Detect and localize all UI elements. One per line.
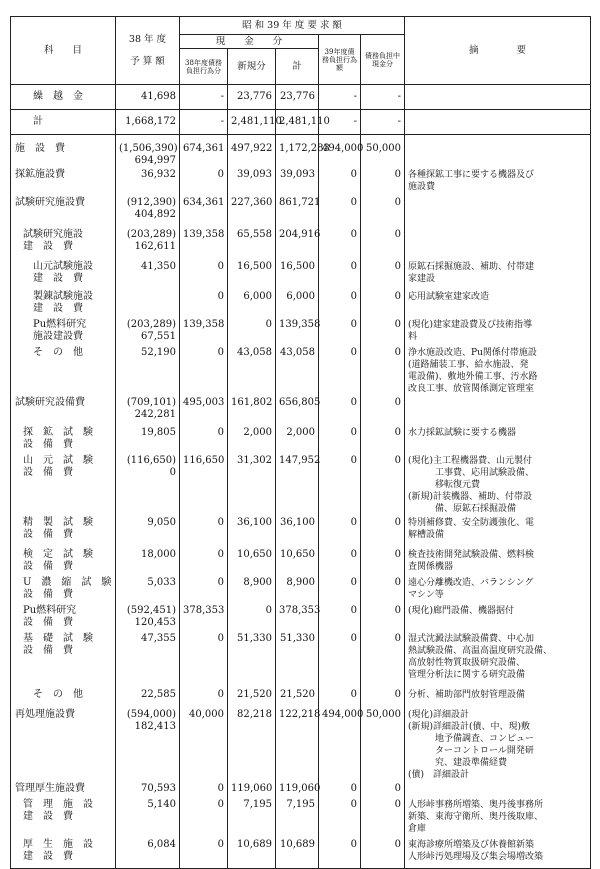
cell-c3: 119,060: [276, 783, 319, 799]
cell-c3: 1,172,283: [276, 143, 319, 169]
row-label: 山元試験施設 建 設 費: [11, 261, 116, 291]
cell-c3: 23,776: [276, 85, 319, 110]
cell-c1: 139,358: [180, 229, 228, 261]
cell-c3: 36,100: [276, 517, 319, 549]
cell-b38: (594,000) 182,413: [116, 709, 180, 783]
cell-c1: 40,000: [180, 709, 228, 783]
cell-c2: 7,195: [228, 799, 276, 839]
table-row: [11, 169, 591, 197]
cell-c1: 0: [180, 799, 228, 839]
cell-d1: -: [319, 85, 361, 110]
cell-remarks: 水力採鉱試験に要する機器: [405, 427, 591, 455]
cell-d1: 0: [319, 397, 361, 427]
cell-c2: 16,500: [228, 261, 276, 291]
cell-c2: 10,650: [228, 549, 276, 577]
header-request39: 昭 和 39 年 度 要 求 額: [180, 17, 405, 35]
cell-c3: 21,520: [276, 689, 319, 709]
table-header: [11, 17, 591, 85]
cell-b38: 19,805: [116, 427, 180, 455]
cell-c2: 2,000: [228, 427, 276, 455]
table-row: [11, 455, 591, 517]
cell-c2: 31,302: [228, 455, 276, 517]
cell-c3: 16,500: [276, 261, 319, 291]
cell-c2: 23,776: [228, 85, 276, 110]
table-row: [11, 605, 591, 633]
cell-c3: 10,650: [276, 549, 319, 577]
cell-c3: 43,058: [276, 347, 319, 397]
cell-c2: 39,093: [228, 169, 276, 197]
cell-c3: 39,093: [276, 169, 319, 197]
header-debt-act: 39年度債務負担行為額: [319, 35, 361, 85]
cell-d1: 0: [319, 229, 361, 261]
cell-c3: 378,353: [276, 605, 319, 633]
cell-remarks: 分析、補助部門放射管理設備: [405, 689, 591, 709]
cell-c2: 227,360: [228, 197, 276, 229]
cell-b38: 5,033: [116, 577, 180, 605]
cell-b38: 70,593: [116, 783, 180, 799]
cell-d2: 0: [361, 633, 405, 689]
table-row: [11, 517, 591, 549]
table-row: [11, 709, 591, 783]
cell-b38: 18,000: [116, 549, 180, 577]
cell-d1: 0: [319, 261, 361, 291]
cell-c3: 147,952: [276, 455, 319, 517]
cell-d2: 0: [361, 427, 405, 455]
cell-c1: 0: [180, 347, 228, 397]
cell-remarks: 東海診療所増築及び休養館新築 人形峠汚処理場及び集会場増改築: [405, 839, 591, 869]
table-row: [11, 799, 591, 839]
cell-remarks: (現化)建家建設費及び技術指導 料: [405, 319, 591, 347]
cell-remarks: 人形峠事務所増築、奥丹後事務所 新築、東海守衛所、奥丹後取庫、 倉庫: [405, 799, 591, 839]
cell-d2: -: [361, 110, 405, 135]
cell-c3: 6,000: [276, 291, 319, 319]
cell-b38: 36,932: [116, 169, 180, 197]
row-label: 検 定 試 験 設 備 費: [11, 549, 116, 577]
row-label: 試験研究施設 建 設 費: [11, 229, 116, 261]
cell-c1: 495,003: [180, 397, 228, 427]
cell-remarks: 原鉱石採掘施設、補助、付帯建 家建設: [405, 261, 591, 291]
cell-remarks: 遠心分離機改造、バランシング マシン等: [405, 577, 591, 605]
cell-d1: 0: [319, 517, 361, 549]
cell-d2: 0: [361, 229, 405, 261]
row-label: 精 製 試 験 設 備 費: [11, 517, 116, 549]
cell-d2: 50,000: [361, 709, 405, 783]
cell-d2: 0: [361, 261, 405, 291]
cell-c2: 8,900: [228, 577, 276, 605]
table-row: [11, 319, 591, 347]
cell-c1: 116,650: [180, 455, 228, 517]
cell-d1: 0: [319, 549, 361, 577]
table-row: [11, 839, 591, 869]
cell-c1: 139,358: [180, 319, 228, 347]
cell-d2: 0: [361, 783, 405, 799]
cell-c3: 7,195: [276, 799, 319, 839]
cell-c2: 0: [228, 605, 276, 633]
cell-c2: 21,520: [228, 689, 276, 709]
cell-c2: 0: [228, 319, 276, 347]
cell-d2: 0: [361, 839, 405, 869]
cell-d1: 0: [319, 605, 361, 633]
cell-b38: 6,084: [116, 839, 180, 869]
cell-c1: 0: [180, 783, 228, 799]
cell-c2: 2,481,110: [228, 110, 276, 135]
row-label: U 濃 縮 試 験 設 備 費: [11, 577, 116, 605]
cell-c3: 204,916: [276, 229, 319, 261]
cell-remarks: (現化)主工程機器費、山元製付 工事費、応用試験設備、 移転復元費 (新規)計装機器、補助、付帯設 備、原鉱石採掘設備: [405, 455, 591, 517]
spacer-row: [11, 135, 591, 143]
cell-remarks: [405, 143, 591, 169]
cell-c1: 0: [180, 169, 228, 197]
cell-remarks: 検査技術開発試験設備、燃料検 査関係機器: [405, 549, 591, 577]
table-row: [11, 689, 591, 709]
cell-c2: 10,689: [228, 839, 276, 869]
cell-b38: [116, 291, 180, 319]
row-label: 基 礎 試 験 設 備 費: [11, 633, 116, 689]
table-row: [11, 261, 591, 291]
table-row: [11, 143, 591, 169]
table-row: [11, 633, 591, 689]
cell-c2: 119,060: [228, 783, 276, 799]
cell-remarks: 浄水施設改造、Pu関係付帯施設 (道路舗装工事、給水施設、発 電設備)、敷地外備工事、汚水路 改良工事、放管関係測定管理室: [405, 347, 591, 397]
cell-d2: 0: [361, 319, 405, 347]
cell-remarks: (現化)廊門設備、機器据付: [405, 605, 591, 633]
cell-remarks: 特別補修費、安全防護強化、電 解槽設備: [405, 517, 591, 549]
cell-d2: 0: [361, 397, 405, 427]
header-current: 現 金 分: [180, 35, 319, 49]
cell-c1: 0: [180, 839, 228, 869]
row-label: そ の 他: [11, 347, 116, 397]
cell-remarks: [405, 85, 591, 110]
cell-d1: 0: [319, 633, 361, 689]
table-row: [11, 783, 591, 799]
cell-b38: (203,289) 162,611: [116, 229, 180, 261]
table-row: [11, 427, 591, 455]
cell-d2: 0: [361, 347, 405, 397]
row-label: 試験研究設備費: [11, 397, 116, 427]
cell-c1: 0: [180, 427, 228, 455]
cell-c1: 634,361: [180, 197, 228, 229]
cell-d2: -: [361, 85, 405, 110]
table-row: [11, 229, 591, 261]
table-body: [11, 85, 591, 869]
cell-d2: 0: [361, 455, 405, 517]
cell-c2: 161,802: [228, 397, 276, 427]
cell-c1: 0: [180, 577, 228, 605]
table-row: [11, 397, 591, 427]
cell-b38: 41,350: [116, 261, 180, 291]
cell-remarks: [405, 397, 591, 427]
cell-c3: 139,358: [276, 319, 319, 347]
cell-c1: 0: [180, 517, 228, 549]
cell-b38: 5,140: [116, 799, 180, 839]
cell-remarks: [405, 110, 591, 135]
cell-d1: 0: [319, 799, 361, 839]
row-label: 厚 生 施 設 建 設 費: [11, 839, 116, 869]
row-label: 計: [11, 110, 116, 135]
row-label: 再処理施設費: [11, 709, 116, 783]
table-row: [11, 549, 591, 577]
row-label: 探 鉱 試 験 設 備 費: [11, 427, 116, 455]
cell-c1: 674,361: [180, 143, 228, 169]
cell-c3: 2,000: [276, 427, 319, 455]
cell-c2: 82,218: [228, 709, 276, 783]
cell-b38: (912,390) 404,892: [116, 197, 180, 229]
cell-c3: 656,805: [276, 397, 319, 427]
cell-d1: 0: [319, 839, 361, 869]
cell-c1: -: [180, 110, 228, 135]
cell-d1: 0: [319, 197, 361, 229]
header-cur-sub2: 新規分: [228, 49, 276, 85]
header-budget38: [116, 17, 180, 85]
cell-d1: 0: [319, 455, 361, 517]
cell-b38: 9,050: [116, 517, 180, 549]
cell-c2: 43,058: [228, 347, 276, 397]
cell-d1: 494,000: [319, 143, 361, 169]
cell-c3: 861,721: [276, 197, 319, 229]
cell-c1: 378,353: [180, 605, 228, 633]
cell-remarks: [405, 197, 591, 229]
cell-c1: 0: [180, 689, 228, 709]
cell-b38: (592,451) 120,453: [116, 605, 180, 633]
table-row: [11, 347, 591, 397]
row-label: 探鉱施設費: [11, 169, 116, 197]
cell-c2: 6,000: [228, 291, 276, 319]
header-debt-cur: 債務負担中現金分: [361, 35, 405, 85]
cell-b38: 52,190: [116, 347, 180, 397]
row-label: 繰 越 金: [11, 85, 116, 110]
row-label: 管理厚生施設費: [11, 783, 116, 799]
header-remarks: 摘 要: [405, 17, 591, 85]
cell-d2: 0: [361, 799, 405, 839]
table-row: [11, 85, 591, 110]
header-budget38-bottom: 予 算 額: [130, 55, 165, 67]
row-label: 山 元 試 験 設 備 費: [11, 455, 116, 517]
cell-remarks: 湿式沈澱法試験設備費、中心加 熱試験設備、高温高温度研究設備、 高放射性物質取扱研究設備、 管理分析法に関する研究設備: [405, 633, 591, 689]
cell-b38: (203,289) 67,551: [116, 319, 180, 347]
cell-d1: 0: [319, 689, 361, 709]
cell-d1: 0: [319, 169, 361, 197]
cell-d1: 0: [319, 577, 361, 605]
cell-c3: 2,481,110: [276, 110, 319, 135]
header-subject: 科 目: [11, 17, 116, 85]
cell-remarks: [405, 783, 591, 799]
cell-c1: 0: [180, 261, 228, 291]
cell-d2: 0: [361, 197, 405, 229]
cell-c1: 0: [180, 549, 228, 577]
cell-c2: 51,330: [228, 633, 276, 689]
row-label: 試験研究施設費: [11, 197, 116, 229]
row-label: そ の 他: [11, 689, 116, 709]
cell-d1: 0: [319, 291, 361, 319]
cell-b38: 1,668,172: [116, 110, 180, 135]
cell-remarks: 各種探鉱工事に要する機器及び 施設費: [405, 169, 591, 197]
header-budget38-top: 38 年 度: [128, 33, 167, 45]
cell-c2: 36,100: [228, 517, 276, 549]
cell-c2: 497,922: [228, 143, 276, 169]
cell-c1: -: [180, 85, 228, 110]
cell-d2: 0: [361, 169, 405, 197]
cell-b38: (116,650) 0: [116, 455, 180, 517]
table-row: [11, 197, 591, 229]
cell-d2: 0: [361, 605, 405, 633]
row-label: Pu燃料研究 設 備 費: [11, 605, 116, 633]
cell-c1: 0: [180, 633, 228, 689]
cell-remarks: (現化)詳細設計 (新規)詳細設計(債、中、現)敷 地予備調査、コンピュー ターコントロール開発研 究、建設準備経費 (債) 詳細設計: [405, 709, 591, 783]
table-row: [11, 291, 591, 319]
cell-d2: 0: [361, 577, 405, 605]
cell-d2: 0: [361, 689, 405, 709]
cell-d1: -: [319, 110, 361, 135]
cell-c3: 51,330: [276, 633, 319, 689]
cell-d1: 0: [319, 347, 361, 397]
row-label: 管 理 施 設 建 設 費: [11, 799, 116, 839]
table-row: [11, 110, 591, 135]
row-label: 施 設 費: [11, 143, 116, 169]
cell-remarks: 応用試験室建家改造: [405, 291, 591, 319]
cell-d2: 50,000: [361, 143, 405, 169]
cell-b38: (709,101) 242,281: [116, 397, 180, 427]
cell-d1: 0: [319, 427, 361, 455]
cell-c3: 8,900: [276, 577, 319, 605]
cell-c3: 122,218: [276, 709, 319, 783]
cell-d2: 0: [361, 549, 405, 577]
cell-b38: (1,506,390) 694,997: [116, 143, 180, 169]
row-label: Pu燃料研究 施設建設費: [11, 319, 116, 347]
cell-d1: 0: [319, 319, 361, 347]
budget-table: [10, 16, 591, 869]
cell-d2: 0: [361, 517, 405, 549]
cell-c2: 65,558: [228, 229, 276, 261]
cell-c3: 10,689: [276, 839, 319, 869]
cell-d1: 494,000: [319, 709, 361, 783]
cell-remarks: [405, 229, 591, 261]
cell-b38: 41,698: [116, 85, 180, 110]
row-label: 製錬試験施設 建 設 費: [11, 291, 116, 319]
cell-b38: 47,355: [116, 633, 180, 689]
cell-d2: 0: [361, 291, 405, 319]
header-cur-sub3: 計: [276, 49, 319, 85]
cell-b38: 22,585: [116, 689, 180, 709]
header-cur-sub1: 38年度債務負担行為分: [180, 49, 228, 85]
cell-d1: 0: [319, 783, 361, 799]
cell-c1: 0: [180, 291, 228, 319]
table-row: [11, 577, 591, 605]
